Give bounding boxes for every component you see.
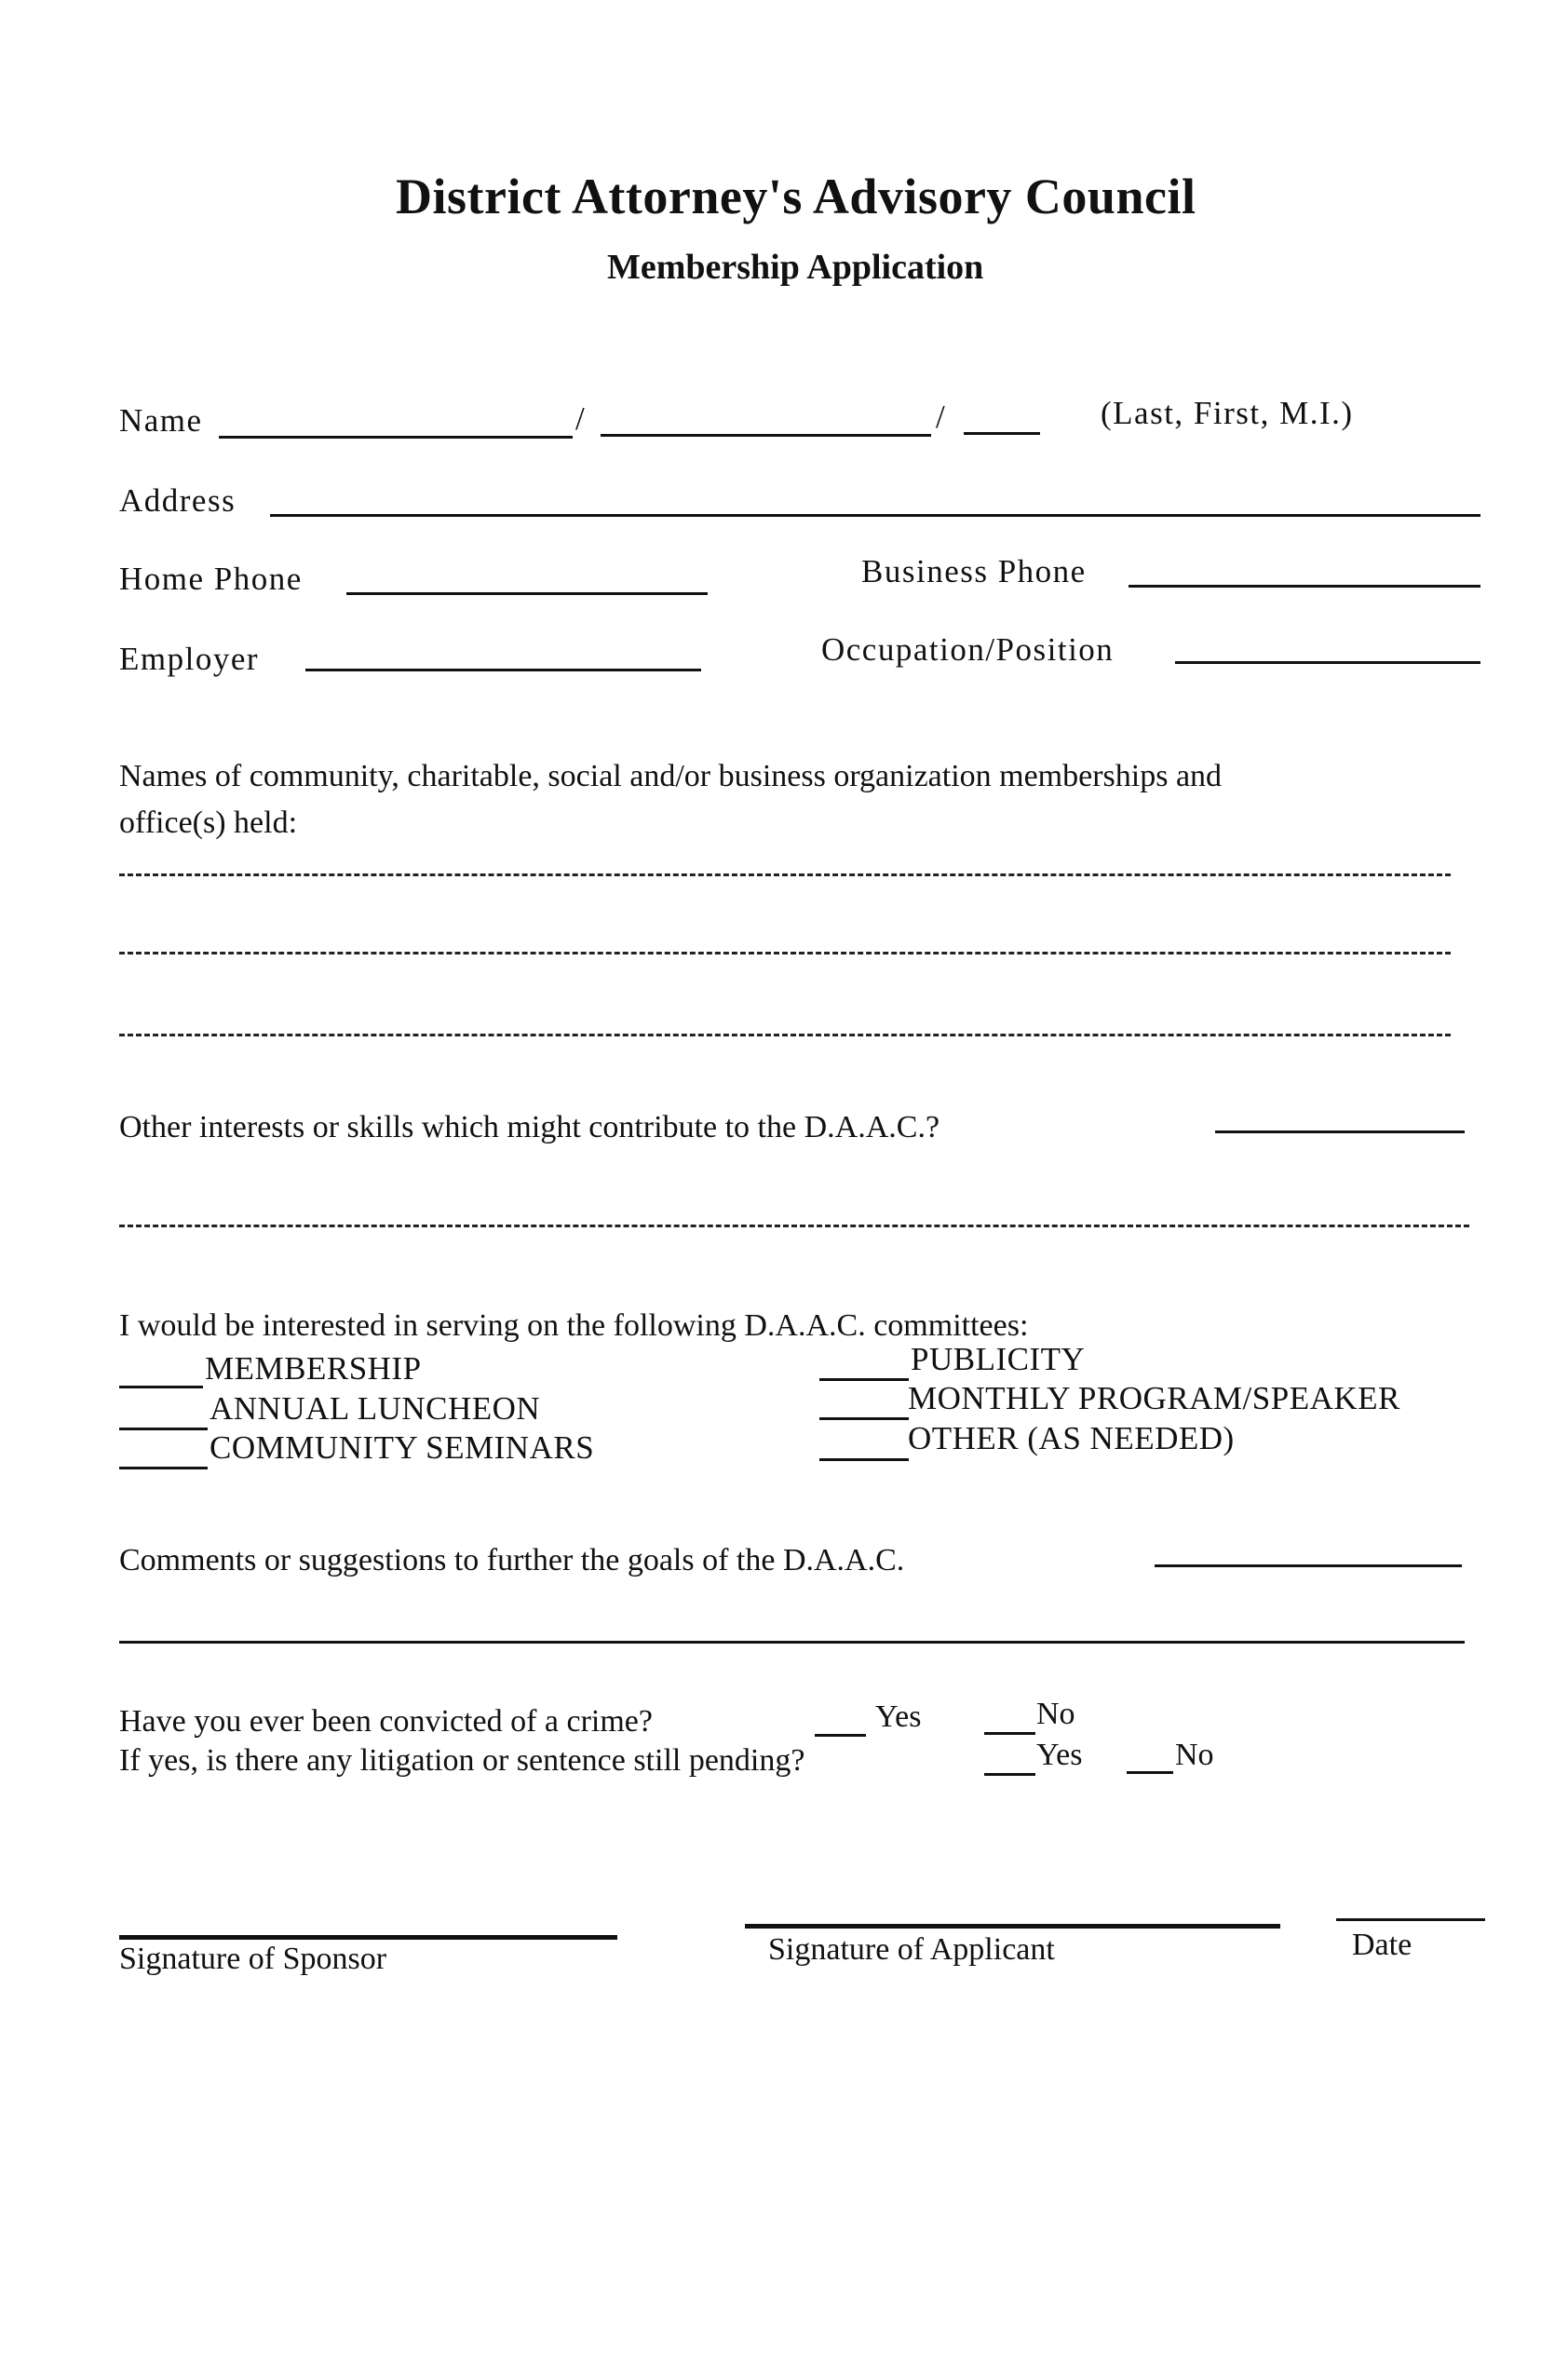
organizations-line-3[interactable] bbox=[119, 1034, 1451, 1036]
committee-membership-blank[interactable] bbox=[119, 1386, 203, 1388]
business-phone-field[interactable] bbox=[1129, 585, 1480, 588]
conviction-no-blank[interactable] bbox=[984, 1732, 1035, 1735]
conviction-yes-blank[interactable] bbox=[815, 1734, 866, 1737]
interests-line-2[interactable] bbox=[119, 1225, 1469, 1227]
conviction-question: Have you ever been convicted of a crime? bbox=[119, 1704, 653, 1739]
committees-prompt: I would be interested in serving on the following D.A.A.C. committees: bbox=[119, 1308, 1029, 1343]
pending-question: If yes, is there any litigation or sentence still pending? bbox=[119, 1743, 805, 1778]
interests-field[interactable] bbox=[1215, 1130, 1465, 1133]
home-phone-label: Home Phone bbox=[119, 561, 303, 597]
employer-label: Employer bbox=[119, 641, 260, 677]
committee-program-label: MONTHLY PROGRAM/SPEAKER bbox=[908, 1380, 1400, 1416]
date-line[interactable] bbox=[1336, 1918, 1485, 1921]
committee-seminars-label: COMMUNITY SEMINARS bbox=[210, 1429, 595, 1466]
conviction-yes-label: Yes bbox=[875, 1699, 922, 1734]
organizations-line-2[interactable] bbox=[119, 952, 1451, 954]
committee-seminars-blank[interactable] bbox=[119, 1467, 208, 1469]
occupation-field[interactable] bbox=[1175, 661, 1480, 664]
business-phone-label: Business Phone bbox=[861, 553, 1087, 589]
employer-field[interactable] bbox=[305, 669, 701, 671]
address-field[interactable] bbox=[270, 514, 1480, 517]
date-label: Date bbox=[1352, 1928, 1413, 1962]
occupation-label: Occupation/Position bbox=[821, 631, 1115, 668]
comments-field[interactable] bbox=[1155, 1564, 1462, 1567]
committee-program-blank[interactable] bbox=[819, 1417, 909, 1420]
committee-other-blank[interactable] bbox=[819, 1458, 909, 1461]
name-separator-1: / bbox=[575, 400, 587, 437]
name-separator-2: / bbox=[936, 399, 947, 435]
organizations-line-1[interactable] bbox=[119, 873, 1451, 876]
pending-no-blank[interactable] bbox=[1127, 1771, 1173, 1774]
comments-line-2[interactable] bbox=[119, 1641, 1465, 1644]
conviction-no-label: No bbox=[1036, 1697, 1075, 1731]
sponsor-signature-line[interactable] bbox=[119, 1935, 617, 1940]
organizations-prompt-line1: Names of community, charitable, social and/or business organization memberships and bbox=[119, 759, 1223, 793]
applicant-signature-label: Signature of Applicant bbox=[768, 1932, 1055, 1967]
last-name-field[interactable] bbox=[219, 436, 573, 439]
name-label: Name bbox=[119, 402, 203, 439]
pending-yes-label: Yes bbox=[1036, 1738, 1083, 1772]
organizations-prompt-line2: office(s) held: bbox=[119, 805, 298, 840]
committee-other-label: OTHER (AS NEEDED) bbox=[908, 1420, 1235, 1456]
comments-prompt: Comments or suggestions to further the goals of the D.A.A.C. bbox=[119, 1543, 905, 1577]
form-subtitle: Membership Application bbox=[607, 248, 984, 287]
committee-publicity-blank[interactable] bbox=[819, 1378, 909, 1381]
applicant-signature-line[interactable] bbox=[745, 1924, 1280, 1929]
sponsor-signature-label: Signature of Sponsor bbox=[119, 1942, 387, 1976]
committee-luncheon-blank[interactable] bbox=[119, 1428, 208, 1430]
address-label: Address bbox=[119, 482, 237, 519]
interests-prompt: Other interests or skills which might contribute to the D.A.A.C.? bbox=[119, 1110, 940, 1144]
home-phone-field[interactable] bbox=[346, 592, 708, 595]
form-title: District Attorney's Advisory Council bbox=[396, 169, 1196, 224]
pending-yes-blank[interactable] bbox=[984, 1773, 1035, 1776]
pending-no-label: No bbox=[1175, 1738, 1214, 1772]
first-name-field[interactable] bbox=[601, 434, 931, 437]
committee-publicity-label: PUBLICITY bbox=[911, 1341, 1086, 1377]
committee-luncheon-label: ANNUAL LUNCHEON bbox=[210, 1390, 541, 1427]
middle-initial-field[interactable] bbox=[964, 432, 1040, 435]
name-format-hint: (Last, First, M.I.) bbox=[1101, 395, 1354, 431]
committee-membership-label: MEMBERSHIP bbox=[205, 1350, 422, 1387]
